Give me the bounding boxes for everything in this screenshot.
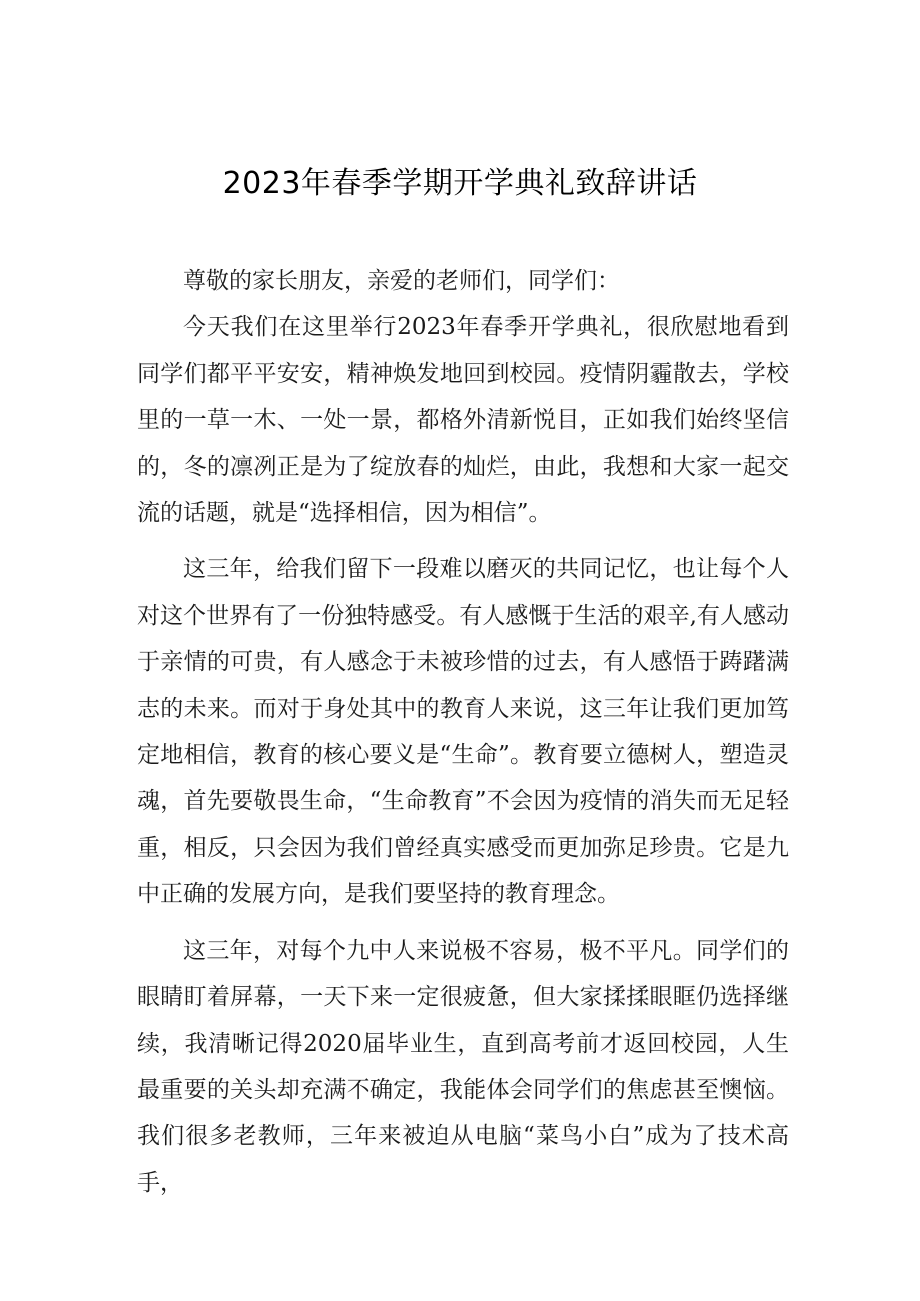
- paragraph-three-years-hardship: 这三年，对每个九中人来说极不容易，极不平凡。同学们的眼睛盯着屏幕，一天下来一定很疲惫，但大家揉揉眼眶仍选择继续，我清晰记得2020届毕业生，直到高考前才返回校园，人生最重要的关头却充满不确定，我能体会同学们的焦虑甚至懊恼。我们很多老教师，三年来被迫从电脑“菜鸟小白”成为了技术高手，: [137, 937, 789, 1196]
- paragraph-opening: 今天我们在这里举行2023年春季开学典礼，很欣慰地看到同学们都平平安安，精神焕发地回到校园。疫情阴霾散去，学校里的一草一木、一处一景，都格外清新悦目，正如我们始终坚信的，冬的凛冽正是为了绽放春的灿烂，由此，我想和大家一起交流的话题，就是“选择相信，因为相信”。: [137, 314, 789, 527]
- paragraph-salutation: 尊敬的家长朋友，亲爱的老师们，同学们：: [183, 268, 620, 294]
- document-title: 2023年春季学期开学典礼致辞讲话: [222, 166, 698, 201]
- paragraph-three-years-reflection: 这三年，给我们留下一段难以磨灭的共同记忆，也让每个人对这个世界有了一份独特感受。有人感慨于生活的艰辛,有人感动于亲情的可贵，有人感念于未被珍惜的过去，有人感悟于踌躇满志的未来。而对于身处其中的教育人来说，这三年让我们更加笃定地相信，教育的核心要义是“生命”。教育要立德树人，塑造灵魂，首先要敬畏生命，“生命教育”不会因为疫情的消失而无足轻重，相反，只会因为我们曾经真实感受而更加弥足珍贵。它是九中正确的发展方向，是我们要坚持的教育理念。: [137, 556, 789, 908]
- document-body: [137, 258, 789, 1206]
